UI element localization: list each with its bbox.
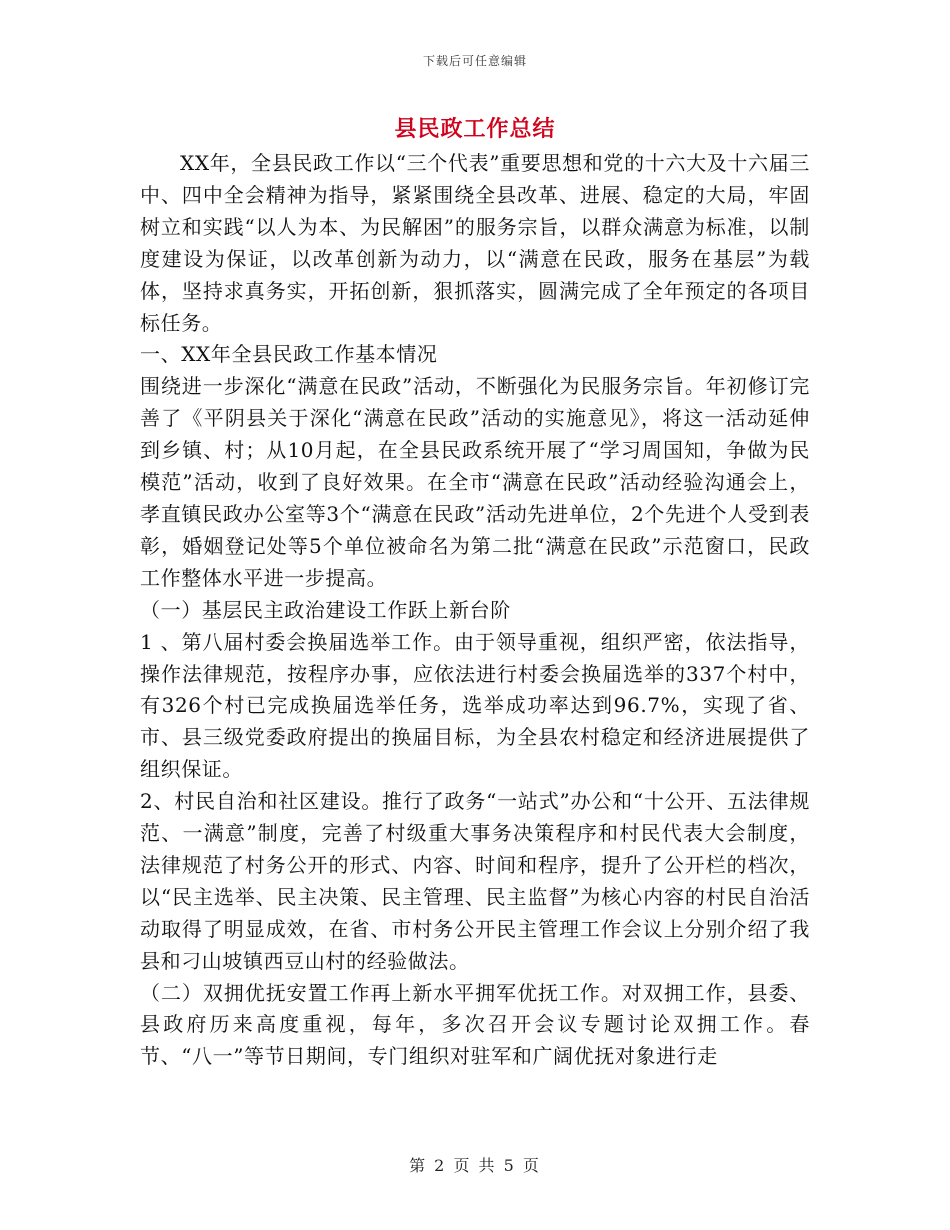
document-body — [140, 148, 810, 1073]
paragraph-intro: XX年，全县民政工作以“三个代表”重要思想和党的十六大及十六届三中、四中全会精神为指导，紧紧围绕全县改革、进展、稳定的大局，牢固树立和实践“以人为本、为民解困”的服务宗旨，以群众满意为标准，以制度建设为保证，以改革创新为动力，以“满意在民政，服务在基层”为载体，坚持求真务实，开拓创新，狠抓落实，圆满完成了全年预定的各项目标任务。 — [140, 151, 810, 335]
paragraph-village-election: 1 、第八届村委会换届选举工作。由于领导重视，组织严密，依法指导，操作法律规范，按程序办事，应依法进行村委会换届选举的337个村中，有326个村已完成换届选举任务，选举成功率达到96.7%，实现了省、市、县三级党委政府提出的换届目标，为全县农村稳定和经济进展提供了组织保证。 — [140, 629, 810, 782]
paragraph-village-autonomy: 2、村民自治和社区建设。推行了政务“一站式”办公和“十公开、五法律规范、一满意”制度，完善了村级重大事务决策程序和村民代表大会制度，法律规范了村务公开的形式、内容、时间和程序，提升了公开栏的档次，以“民主选举、民主决策、民主管理、民主监督”为核心内容的村民自治活动取得了明显成效，在省、市村务公开民主管理工作会议上分别介绍了我县和刁山坡镇西豆山村的经验做法。 — [140, 789, 810, 973]
document-title: 县民政工作总结 — [394, 116, 556, 142]
page-number-footer: 第 2 页 共 5 页 — [409, 1156, 541, 1175]
paragraph-military-support: （二）双拥优抚安置工作再上新水平拥军优抚工作。对双拥工作，县委、县政府历来高度重视，每年，多次召开会议专题讨论双拥工作。春节、“八一”等节日期间，专门组织对驻军和广阔优抚对象进行走 — [140, 980, 810, 1069]
paragraph-satisfaction-activity: 围绕进一步深化“满意在民政”活动，不断强化为民服务宗旨。年初修订完善了《平阴县关于深化“满意在民政”活动的实施意见》，将这一活动延伸到乡镇、村；从10月起，在全县民政系统开展了“学习周国知，争做为民模范”活动，收到了良好效果。在全市“满意在民政”活动经验沟通会上，孝直镇民政办公室等3个“满意在民政”活动先进单位，2个先进个人受到表彰，婚姻登记处等5个单位被命名为第二批“满意在民政”示范窗口，民政工作整体水平进一步提高。 — [140, 374, 810, 590]
section-heading-basic-situation: 一、XX年全县民政工作基本情况 — [140, 342, 438, 367]
subsection-heading-grassroots-democracy: （一）基层民主政治建设工作跃上新台阶 — [140, 597, 511, 622]
page-header-note: 下载后可任意编辑 — [422, 54, 527, 68]
